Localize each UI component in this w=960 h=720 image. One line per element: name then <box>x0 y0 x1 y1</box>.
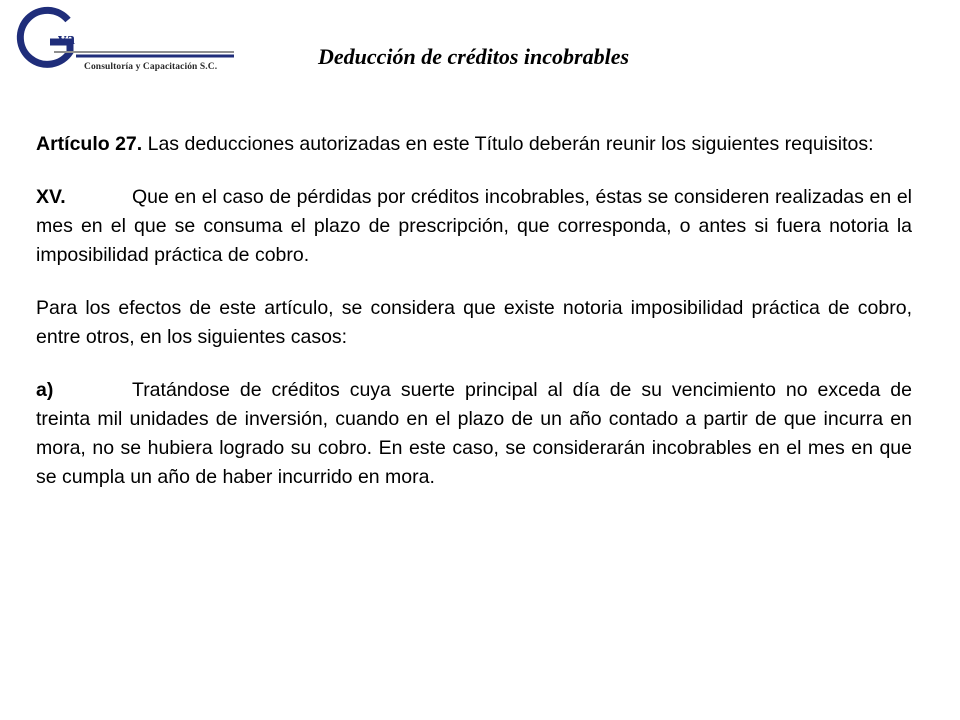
company-logo <box>6 6 238 74</box>
article-label: Artículo 27. <box>36 133 143 155</box>
document-body <box>36 130 912 516</box>
logo-company-name: Consultoría y Capacitación S.C. <box>84 62 218 72</box>
logo-mark-sub: va <box>58 29 75 48</box>
fraction-label: XV. <box>36 186 66 208</box>
fraction-text: Que en el caso de pérdidas por créditos incobrables, éstas se consideren realizadas en el mes en el que se consuma el plazo de prescripción, que corresponda, o antes si fuera notoria la imposibilidad práctica de cobro. <box>36 186 912 266</box>
inciso-a-text: Tratándose de créditos cuya suerte principal al día de su vencimiento no exceda de treinta mil unidades de inversión, cuando en el plazo de un año contado a partir de que incurra en mora, no se hubiera logrado su cobro. En este caso, se considerarán incobrables en el mes en que se cumpla un año de haber incurrido en mora. <box>36 379 912 488</box>
article-paragraph <box>36 130 912 159</box>
fraction-paragraph <box>36 183 912 270</box>
effects-paragraph: Para los efectos de este artículo, se considera que existe notoria imposibilidad práctica de cobro, entre otros, en los siguientes casos: <box>36 297 912 348</box>
inciso-a-label: a) <box>36 379 54 401</box>
article-intro: Las deducciones autorizadas en este Título deberán reunir los siguientes requisitos: <box>142 133 874 155</box>
inciso-a-paragraph <box>36 376 912 492</box>
slide-title: Deducción de créditos incobrables <box>318 44 630 69</box>
